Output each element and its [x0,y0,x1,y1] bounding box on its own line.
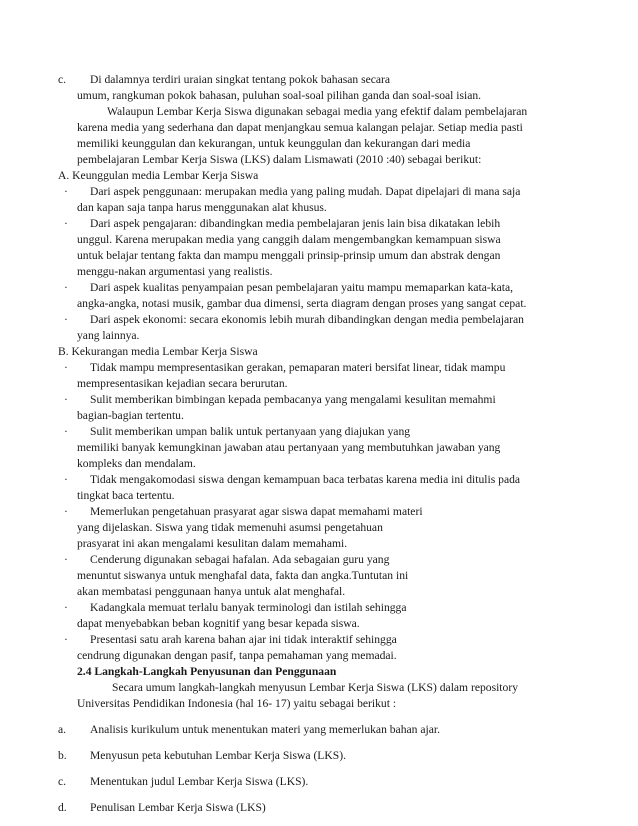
bullet: · [64,313,68,326]
bullet: · [64,361,68,374]
bullet-line: Tidak mengakomodasi siswa dengan kemampuan baca terbatas karena media ini ditulis pada [90,473,521,486]
step-text: Menentukan judul Lembar Kerja Siswa (LKS). [90,775,309,788]
bullet-line: Memerlukan pengetahuan prasyarat agar siswa dapat memahami materi [90,505,423,518]
step-marker: d. [58,801,67,814]
bullet-line: bagian-bagian tertentu. [77,409,184,422]
paragraph-line: Secara umum langkah-langkah menyusun Lembar Kerja Siswa (LKS) dalam repository [112,681,518,694]
step-text: Menyusun peta kebutuhan Lembar Kerja Siswa (LKS). [90,749,346,762]
section-heading: B. Kekurangan media Lembar Kerja Siswa [58,345,258,358]
bullet-line: yang dijelaskan. Siswa yang tidak memenuhi asumsi pengetahuan [77,521,383,534]
bullet-line: Kadangkala memuat terlalu banyak terminologi dan istilah sehingga [90,601,407,614]
bullet-line: tingkat baca tertentu. [77,489,175,502]
paragraph-line: karena media yang sederhana dan dapat menjangkau semua kalangan pelajar. Setiap media pasti [77,121,523,134]
bullet-line: menggu-nakan argumentasi yang realistis. [77,265,273,278]
bullet: · [64,505,68,518]
bullet-line: yang lainnya. [77,329,140,342]
bullet-line: Dari aspek pengajaran: dibandingkan media pembelajaran jenis lain bisa dikatakan lebih [90,217,501,230]
section-title: 2.4 Langkah-Langkah Penyusunan dan Penggunaan [77,665,337,678]
bullet: · [64,553,68,566]
paragraph-line: Universitas Pendidikan Indonesia (hal 16- 17) yaitu sebagai berikut : [77,697,397,710]
paragraph-line: Di dalamnya terdiri uraian singkat tentang pokok bahasan secara [90,73,391,86]
bullet: · [64,633,68,646]
bullet: · [64,425,68,438]
paragraph-line: pembelajaran Lembar Kerja Siswa (LKS) dalam Lismawati (2010 :40) sebagai berikut: [77,153,482,166]
step-marker: b. [58,749,67,762]
bullet-line: Sulit memberikan bimbingan kepada pembacanya yang mengalami kesulitan memahmi [90,393,496,406]
bullet-line: Dari aspek ekonomi: secara ekonomis lebih murah dibandingkan dengan media pembelajaran [90,313,524,326]
bullet: · [64,601,68,614]
bullet: · [64,217,68,230]
paragraph-line: memiliki keunggulan dan kekurangan, untuk keunggulan dan kekurangan dari media [77,137,471,150]
bullet-line: cendrung digunakan dengan pasif, tanpa pemahaman yang memadai. [77,649,397,662]
bullet: · [64,473,68,486]
step-marker: c. [58,775,67,788]
bullet-line: Dari aspek kualitas penyampaian pesan pembelajaran yaitu mampu memaparkan kata-kata, [90,281,513,294]
paragraph-line: umum, rangkuman pokok bahasan, puluhan soal-soal pilihan ganda dan soal-soal isian. [77,89,482,102]
list-marker: c. [58,73,67,86]
bullet-line: akan membatasi penggunaan hanya untuk alat menghafal. [77,585,346,598]
bullet-line: angka-angka, notasi musik, gambar dua dimensi, serta diagram dengan proses yang sangat cepat. [77,297,527,310]
section-heading: A. Keunggulan media Lembar Kerja Siswa [58,169,259,182]
bullet: · [64,393,68,406]
bullet-line: Presentasi satu arah karena bahan ajar ini tidak interaktif sehingga [90,633,397,646]
bullet: · [64,281,68,294]
bullet-line: Tidak mampu mempresentasikan gerakan, pemaparan materi bersifat linear, tidak mampu [90,361,506,374]
bullet-line: untuk belajar tentang fakta dan mampu menggali prinsip-prinsip umum dan abstrak dengan [77,249,501,262]
bullet-line: menuntut siswanya untuk menghafal data, fakta dan angka.Tuntutan ini [77,569,409,582]
bullet-line: memiliki banyak kemungkinan jawaban atau pertanyaan yang membutuhkan jawaban yang [77,441,501,454]
bullet: · [64,185,68,198]
bullet-line: unggul. Karena merupakan media yang canggih dalam mengembangkan kemampuan siswa [77,233,501,246]
bullet-line: dan kapan saja tanpa harus menggunakan alat khusus. [77,201,327,214]
bullet-line: Cenderung digunakan sebagai hafalan. Ada sebagaian guru yang [90,553,390,566]
paragraph-line: Walaupun Lembar Kerja Siswa digunakan sebagai media yang efektif dalam pembelajaran [107,105,528,118]
step-marker: a. [58,723,67,736]
bullet-line: prasyarat ini akan mengalami kesulitan dalam memahami. [77,537,348,550]
step-text: Penulisan Lembar Kerja Siswa (LKS) [90,801,266,814]
bullet-line: dapat menyebabkan beban kognitif yang besar kepada siswa. [77,617,360,630]
bullet-line: kompleks dan mendalam. [77,457,196,470]
bullet-line: Dari aspek penggunaan: merupakan media yang paling mudah. Dapat dipelajari di mana saja [90,185,521,198]
bullet-line: Sulit memberikan umpan balik untuk pertanyaan yang diajukan yang [90,425,411,438]
bullet-line: mempresentasikan kejadian secara berurutan. [77,377,288,390]
step-text: Analisis kurikulum untuk menentukan materi yang memerlukan bahan ajar. [90,723,440,736]
